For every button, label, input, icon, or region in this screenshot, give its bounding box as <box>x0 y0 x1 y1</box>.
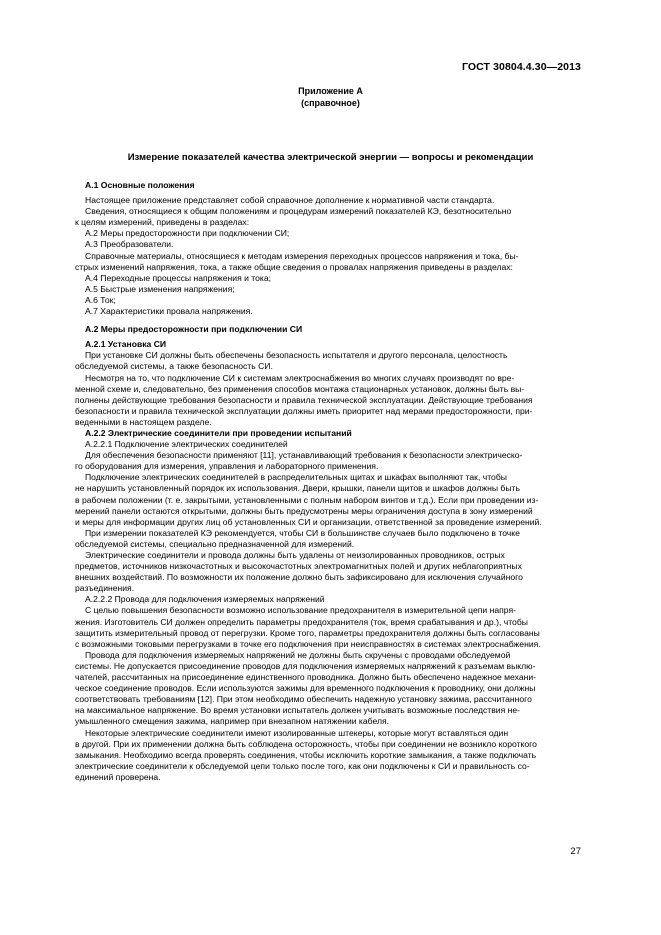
document-body <box>75 180 584 783</box>
section-heading: А.2 Меры предосторожности при подключении СИ <box>85 324 303 335</box>
paragraph-line: Подключение электрических соединителей в распределительных щитах и шкафах выполняют так, чтобы <box>85 472 507 483</box>
standard-header: ГОСТ 30804.4.30—2013 <box>461 61 581 73</box>
paragraph-line: соответствовать требованиям [12]. При этом необходимо обеспечить надежную установку зажима, рассчитанного <box>75 694 532 705</box>
paragraph-line: стрых изменений напряжения, тока, а также общие сведения о провалах напряжения приведены в разделах: <box>75 261 513 272</box>
list-item: А.3 Преобразователи. <box>85 239 174 250</box>
paragraph-line: С целью повышения безопасности возможно использование предохранителя в измерительной цепи напря- <box>85 605 516 616</box>
list-item: А.6 Ток; <box>85 294 116 305</box>
main-title: Измерение показателей качества электрической энергии — вопросы и рекомендации <box>127 152 534 163</box>
list-item: А.4 Переходные процессы напряжения и тока; <box>85 272 272 283</box>
paragraph-line: разъединения. <box>75 583 135 594</box>
paragraph-line: менной схеме и, следовательно, без применения способов монтажа стационарных установок, должны быть вы- <box>75 383 525 394</box>
paragraph-line: к целям измерений, приведены в разделах: <box>75 217 250 228</box>
subsubsection-heading: А.2.2.2 Провода для подключения измеряемых напряжений <box>85 594 325 605</box>
paragraph-line: в другой. При их применении должна быть соблюдена осторожность, чтобы при соединении не возникло короткого <box>75 738 537 749</box>
paragraph-line: полнены действующие требования безопасности и правила технической эксплуатации. Действующие требования <box>75 394 533 405</box>
paragraph-line: Некоторые электрические соединители имеют изолированные штекеры, которые могут вставляться один <box>85 727 509 738</box>
paragraph-line: умышленного смещения зажима, например при внезапном натяжении кабеля. <box>75 716 390 727</box>
list-item: А.7 Характеристики провала напряжения. <box>85 306 253 317</box>
paragraph-line: в рабочем положении (т. е. закрытыми, установленными с полным набором винтов и т.д.). Если при проведении из- <box>75 494 539 505</box>
appendix-heading <box>0 85 661 109</box>
paragraph-line: чателей, рассчитанных на присоединение единственного проводника. Должно быть обеспечено надежное механи- <box>75 672 537 683</box>
paragraph-line: системы. Не допускается присоединение проводов для подключения измеряемых напряжений к разъемам выклю- <box>75 660 536 671</box>
paragraph-line: Несмотря на то, что подключение СИ к системам электроснабжения во многих случаях производят по вре- <box>85 372 515 383</box>
paragraph-line: мерений панели остаются открытыми, должны быть предусмотрены меры ограничения доступа в зону измерений <box>75 505 533 516</box>
paragraph-line: Справочные материалы, относящиеся к методам измерения переходных процессов напряжения и тока, бы- <box>85 250 519 261</box>
paragraph-line: защитить измерительный провод от перегрузки. Кроме того, параметры предохранителя должны быть согласованы <box>75 627 540 638</box>
paragraph-line: не нарушить установленный порядок их использования. Двери, крышки, панели щитов и шкафов должны быть <box>75 483 520 494</box>
paragraph-line: Сведения, относящиеся к общим положениям и процедурам измерений показателей КЭ, безотносительно <box>85 206 512 217</box>
paragraph-line: жения. Изготовитель СИ должен определить параметры предохранителя (ток, время срабатывания и др.), чтобы <box>75 616 528 627</box>
appendix-subtitle: (справочное) <box>301 98 360 108</box>
list-item: А.5 Быстрые изменения напряжения; <box>85 283 235 294</box>
paragraph-line: Для обеспечения безопасности применяют [11], устанавливающий требования к безопасности электрическо- <box>85 450 523 461</box>
paragraph-line: веденными в настоящем разделе. <box>75 416 212 427</box>
subsection-heading: А.2.1 Установка СИ <box>85 339 167 350</box>
list-item: А.2 Меры предосторожности при подключении СИ; <box>85 228 290 239</box>
paragraph-line: Электрические соединители и провода должны быть удалены от неизолированных проводников, острых <box>85 550 505 560</box>
paragraph-line: обследуемой системы, специально предназначенной для измерений. <box>75 538 355 549</box>
paragraph-line: При измерении показателей КЭ рекомендуется, чтобы СИ в большинстве случаев было подключено в точке <box>85 527 520 538</box>
paragraph-line: Провода для подключения измеряемых напряжений не должны быть скручены с проводами обследуемой <box>85 649 511 660</box>
paragraph-line: ческое соединение проводов. Если используются зажимы для временного подключения к проводнику, они должны <box>75 683 536 694</box>
appendix-title: Приложение А <box>298 86 363 96</box>
paragraph-line: безопасности и правила технической эксплуатации должны иметь приоритет над мерами предосторожности, при- <box>75 405 533 416</box>
paragraph-line: При установке СИ должны быть обеспечены безопасность испытателя и другого персонала, целостность <box>85 350 508 361</box>
paragraph-line: электрические соединители к обследуемой цепи только после того, как они подключены к СИ и правильность со- <box>75 760 530 771</box>
paragraph-line: внешних воздействий. По возможности их положение должно быть зафиксировано для исключения случайного <box>75 572 523 583</box>
paragraph: Настоящее приложение представляет собой справочное дополнение к нормативной части стандарта. <box>85 195 495 206</box>
paragraph-line: на максимальное напряжение. Во время установки испытатель должен учитывать возможные последствия не- <box>75 705 520 716</box>
paragraph-line: го оборудования для измерения, управления и лабораторного применения. <box>75 461 379 472</box>
paragraph-line: и меры для информации других лиц об установленных СИ и организации, ответственной за проведение измерений. <box>75 516 542 527</box>
subsection-heading: А.2.2 Электрические соединители при проведении испытаний <box>85 427 352 438</box>
paragraph-line: замыкания. Необходимо всегда проверять соединения, чтобы исключить короткие замыкания, а также подключать <box>75 749 537 760</box>
paragraph-line: с возможными токовыми перегрузками в точке его подключения при неисправностях в системах электроснабжения. <box>75 638 541 649</box>
section-heading: А.1 Основные положения <box>85 180 195 190</box>
paragraph-line: предметов, источников низкочастотных и высокочастотных электромагнитных полей и других неблагоприятных <box>75 561 522 572</box>
paragraph-line: единений проверена. <box>75 771 161 782</box>
subsubsection-heading: А.2.2.1 Подключение электрических соединителей <box>85 439 288 450</box>
paragraph-line: обследуемой системы, а также безопасность СИ. <box>75 361 273 372</box>
page-number: 27 <box>570 846 581 857</box>
